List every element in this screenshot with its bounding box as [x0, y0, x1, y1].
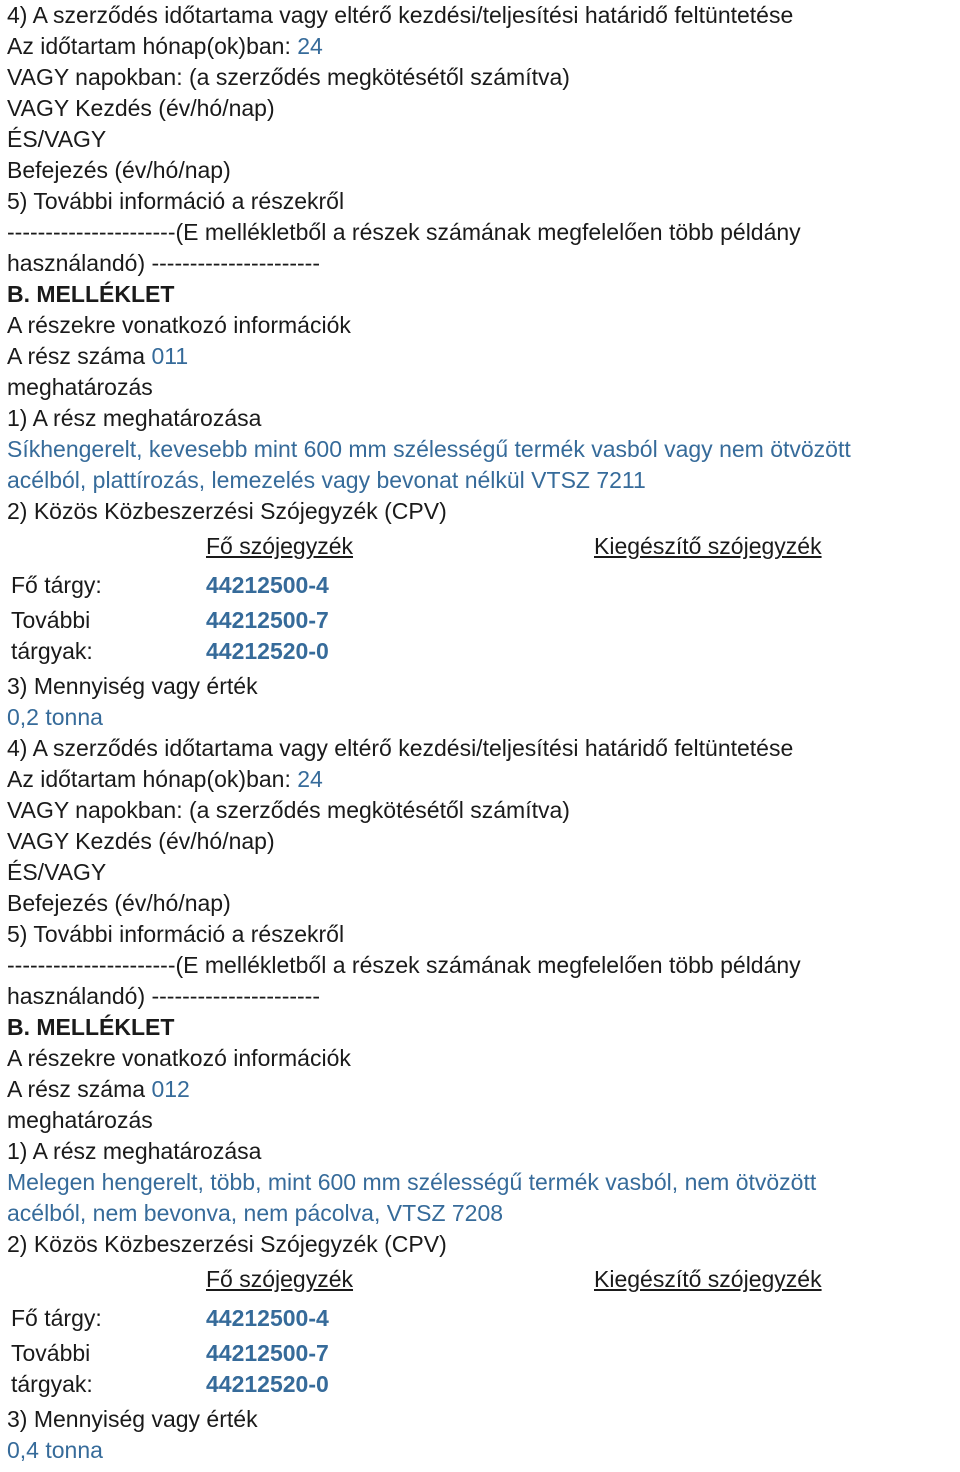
annex-heading: B. MELLÉKLET	[7, 1014, 175, 1040]
cpv-other-subject-row-2	[7, 636, 960, 667]
part-description-line-1: Melegen hengerelt, több, mint 600 mm szélességű termék vasból, nem ötvözött	[7, 1169, 817, 1195]
cpv-main-subject-code: 44212500-4	[206, 572, 329, 598]
section-3-title: 3) Mennyiség vagy érték	[7, 673, 258, 699]
annex-heading: B. MELLÉKLET	[7, 281, 175, 307]
cpv-other-subject-label-1: További	[11, 607, 91, 633]
part-number-value: 012	[151, 1076, 190, 1102]
part-number-line	[7, 1074, 960, 1105]
section-2-title: 2) Közös Közbeszerzési Szójegyzék (CPV)	[7, 498, 447, 524]
annex-subtitle: A részekre vonatkozó információk	[7, 312, 351, 338]
cpv-supp-vocab-header: Kiegészítő szójegyzék	[594, 533, 822, 559]
cpv-main-subject-row	[7, 1298, 960, 1338]
annex-note-line-1: ----------------------(E mellékletből a részek számának megfelelően több példány	[7, 219, 801, 245]
cpv-main-subject-label: Fő tárgy:	[11, 1305, 102, 1331]
section-4-title: 4) A szerződés időtartama vagy eltérő kezdési/teljesítési határidő feltüntetése	[7, 2, 794, 28]
cpv-header	[7, 1260, 960, 1298]
section-1-title: 1) A rész meghatározása	[7, 1138, 262, 1164]
section-2-title: 2) Közös Közbeszerzési Szójegyzék (CPV)	[7, 1231, 447, 1257]
end-date-line: Befejezés (év/hó/nap)	[7, 157, 231, 183]
part-number-line	[7, 341, 960, 372]
part-number-value: 011	[151, 343, 189, 369]
duration-days-line: VAGY napokban: (a szerződés megkötésétől számítva)	[7, 797, 570, 823]
cpv-other-subject-row-2	[7, 1369, 960, 1400]
annex-note-line-2: használandó) ----------------------	[7, 250, 320, 276]
start-date-line: VAGY Kezdés (év/hó/nap)	[7, 95, 275, 121]
duration-months-value: 24	[297, 766, 323, 792]
duration-months-value: 24	[297, 33, 323, 59]
cpv-other-subject-label-2: tárgyak:	[11, 638, 93, 664]
and-or-line: ÉS/VAGY	[7, 126, 107, 152]
part-description-line-2: acélból, nem bevonva, nem pácolva, VTSZ 7208	[7, 1200, 504, 1226]
section-3-title: 3) Mennyiség vagy érték	[7, 1406, 258, 1432]
section-5-title: 5) További információ a részekről	[7, 921, 345, 947]
cpv-main-subject-row	[7, 565, 960, 605]
cpv-other-subject-label-1: További	[11, 1340, 91, 1366]
start-date-line: VAGY Kezdés (év/hó/nap)	[7, 828, 275, 854]
part-description-line-2: acélból, plattírozás, lemezelés vagy bevonat nélkül VTSZ 7211	[7, 467, 646, 493]
definition-label: meghatározás	[7, 1107, 153, 1133]
cpv-main-vocab-header: Fő szójegyzék	[206, 533, 354, 559]
cpv-main-subject-label: Fő tárgy:	[11, 572, 102, 598]
definition-label: meghatározás	[7, 374, 153, 400]
duration-months-line	[7, 31, 960, 62]
annex-note-line-2: használandó) ----------------------	[7, 983, 320, 1009]
duration-days-line: VAGY napokban: (a szerződés megkötésétől számítva)	[7, 64, 570, 90]
quantity-value: 0,4 tonna	[7, 1437, 103, 1463]
section-1-title: 1) A rész meghatározása	[7, 405, 262, 431]
cpv-other-subject-label-2: tárgyak:	[11, 1371, 93, 1397]
cpv-main-vocab-header: Fő szójegyzék	[206, 1266, 354, 1292]
part-description-line-1: Síkhengerelt, kevesebb mint 600 mm szélességű termék vasból vagy nem ötvözött	[7, 436, 851, 462]
quantity-value: 0,2 tonna	[7, 704, 103, 730]
section-4-title: 4) A szerződés időtartama vagy eltérő kezdési/teljesítési határidő feltüntetése	[7, 735, 794, 761]
cpv-other-subject-code-1: 44212500-7	[206, 607, 329, 633]
cpv-other-subject-code-1: 44212500-7	[206, 1340, 329, 1366]
section-5-title: 5) További információ a részekről	[7, 188, 345, 214]
duration-months-label: Az időtartam hónap(ok)ban:	[7, 766, 298, 792]
annex-subtitle: A részekre vonatkozó információk	[7, 1045, 351, 1071]
cpv-other-subject-code-2: 44212520-0	[206, 1371, 329, 1397]
duration-months-label: Az időtartam hónap(ok)ban:	[7, 33, 298, 59]
annex-note-line-1: ----------------------(E mellékletből a részek számának megfelelően több példány	[7, 952, 801, 978]
part-number-label: A rész száma	[7, 343, 152, 369]
cpv-other-subject-row-1	[7, 1338, 960, 1369]
part-number-label: A rész száma	[7, 1076, 152, 1102]
cpv-supp-vocab-header: Kiegészítő szójegyzék	[594, 1266, 822, 1292]
cpv-main-subject-code: 44212500-4	[206, 1305, 329, 1331]
cpv-header	[7, 527, 960, 565]
cpv-other-subject-row-1	[7, 605, 960, 636]
end-date-line: Befejezés (év/hó/nap)	[7, 890, 231, 916]
cpv-other-subject-code-2: 44212520-0	[206, 638, 329, 664]
duration-months-line	[7, 764, 960, 795]
and-or-line: ÉS/VAGY	[7, 859, 107, 885]
